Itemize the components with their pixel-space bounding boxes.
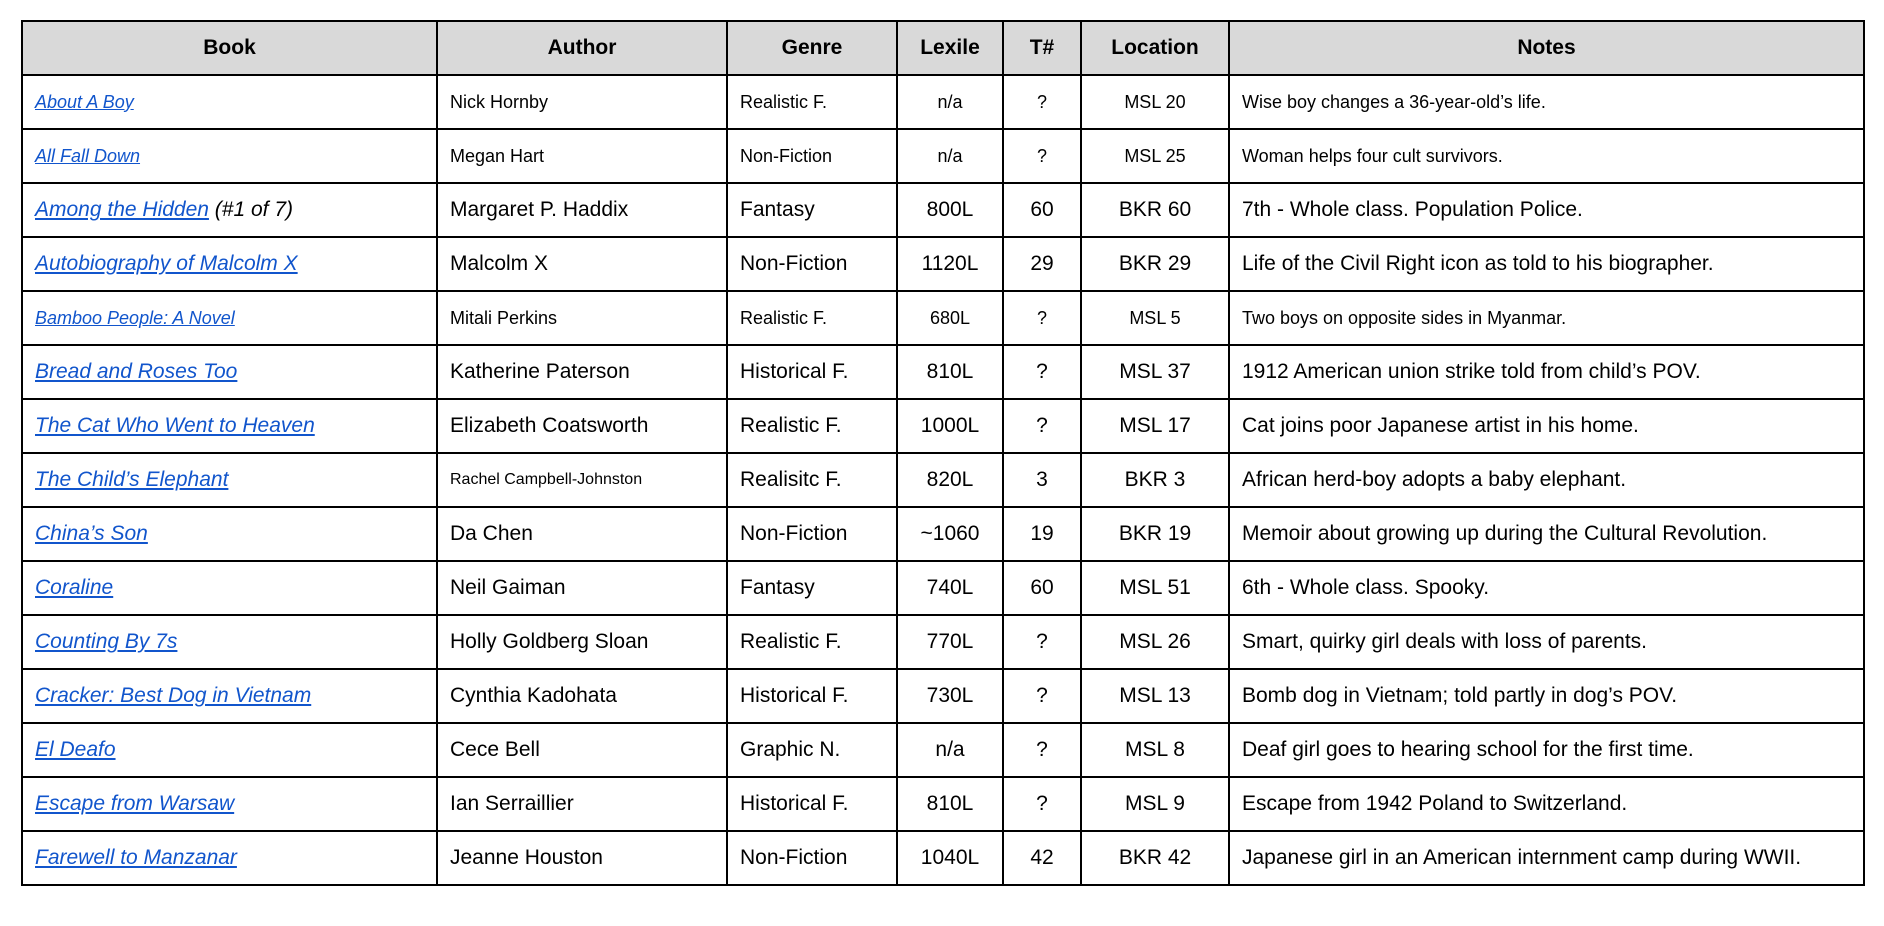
book-cell [22, 561, 437, 615]
lexile-cell: 800L [897, 183, 1003, 237]
book-cell [22, 345, 437, 399]
table-row [22, 291, 1864, 345]
location-cell: MSL 20 [1081, 75, 1229, 129]
genre-cell: Fantasy [727, 183, 897, 237]
tnum-cell: ? [1003, 669, 1081, 723]
author-cell: Elizabeth Coatsworth [437, 399, 727, 453]
col-header-location: Location [1081, 21, 1229, 75]
tnum-cell: ? [1003, 615, 1081, 669]
lexile-cell: 820L [897, 453, 1003, 507]
genre-cell: Graphic N. [727, 723, 897, 777]
genre-cell: Realisitc F. [727, 453, 897, 507]
genre-cell: Historical F. [727, 777, 897, 831]
lexile-cell: n/a [897, 75, 1003, 129]
book-title-link[interactable]: The Cat Who Went to Heaven [35, 414, 315, 437]
genre-cell: Historical F. [727, 669, 897, 723]
col-header-tnum: T# [1003, 21, 1081, 75]
author-cell: Megan Hart [437, 129, 727, 183]
notes-cell: 6th - Whole class. Spooky. [1229, 561, 1864, 615]
book-cell [22, 129, 437, 183]
table-row [22, 777, 1864, 831]
tnum-cell: ? [1003, 75, 1081, 129]
header-row [22, 21, 1864, 75]
author-cell: Katherine Paterson [437, 345, 727, 399]
tnum-cell: 42 [1003, 831, 1081, 885]
location-cell: BKR 60 [1081, 183, 1229, 237]
genre-cell: Realistic F. [727, 291, 897, 345]
location-cell: MSL 37 [1081, 345, 1229, 399]
book-table [21, 20, 1865, 886]
notes-cell: Escape from 1942 Poland to Switzerland. [1229, 777, 1864, 831]
tnum-cell: ? [1003, 291, 1081, 345]
table-row [22, 669, 1864, 723]
col-header-book: Book [22, 21, 437, 75]
book-title-link[interactable]: All Fall Down [35, 145, 141, 166]
location-cell: BKR 3 [1081, 453, 1229, 507]
book-title-link[interactable]: The Child’s Elephant [35, 468, 229, 491]
book-cell [22, 831, 437, 885]
book-title-link[interactable]: About A Boy [35, 91, 134, 112]
genre-cell: Non-Fiction [727, 129, 897, 183]
genre-cell: Realistic F. [727, 399, 897, 453]
author-cell: Malcolm X [437, 237, 727, 291]
genre-cell: Fantasy [727, 561, 897, 615]
genre-cell: Non-Fiction [727, 237, 897, 291]
tnum-cell: ? [1003, 777, 1081, 831]
author-cell: Neil Gaiman [437, 561, 727, 615]
lexile-cell: 770L [897, 615, 1003, 669]
tnum-cell: 3 [1003, 453, 1081, 507]
author-cell: Mitali Perkins [437, 291, 727, 345]
table-row [22, 615, 1864, 669]
col-header-notes: Notes [1229, 21, 1864, 75]
table-row [22, 453, 1864, 507]
book-cell [22, 399, 437, 453]
book-cell [22, 453, 437, 507]
table-row [22, 237, 1864, 291]
lexile-cell: 680L [897, 291, 1003, 345]
location-cell: MSL 8 [1081, 723, 1229, 777]
tnum-cell: 29 [1003, 237, 1081, 291]
location-cell: MSL 5 [1081, 291, 1229, 345]
series-note: (#1 of 7) [208, 198, 293, 221]
book-cell [22, 183, 437, 237]
notes-cell: 1912 American union strike told from child’s POV. [1229, 345, 1864, 399]
lexile-cell: 1040L [897, 831, 1003, 885]
notes-cell: Memoir about growing up during the Cultural Revolution. [1229, 507, 1864, 561]
lexile-cell: 1000L [897, 399, 1003, 453]
book-title-link[interactable]: El Deafo [35, 738, 116, 761]
book-title-link[interactable]: Among the Hidden [35, 198, 209, 221]
lexile-cell: 810L [897, 777, 1003, 831]
author-cell: Holly Goldberg Sloan [437, 615, 727, 669]
col-header-lexile: Lexile [897, 21, 1003, 75]
lexile-cell: ~1060 [897, 507, 1003, 561]
table-row [22, 399, 1864, 453]
genre-cell: Realistic F. [727, 75, 897, 129]
notes-cell: Wise boy changes a 36-year-old’s life. [1229, 75, 1864, 129]
table-row [22, 129, 1864, 183]
tnum-cell: ? [1003, 399, 1081, 453]
book-title-link[interactable]: Bread and Roses Too [35, 360, 238, 383]
author-cell: Rachel Campbell-Johnston [437, 453, 727, 507]
author-cell: Nick Hornby [437, 75, 727, 129]
tnum-cell: 60 [1003, 183, 1081, 237]
genre-cell: Non-Fiction [727, 507, 897, 561]
book-cell [22, 237, 437, 291]
book-title-link[interactable]: Bamboo People: A Novel [35, 307, 235, 328]
table-row [22, 183, 1864, 237]
notes-cell: Two boys on opposite sides in Myanmar. [1229, 291, 1864, 345]
lexile-cell: 730L [897, 669, 1003, 723]
col-header-genre: Genre [727, 21, 897, 75]
lexile-cell: n/a [897, 129, 1003, 183]
col-header-author: Author [437, 21, 727, 75]
book-cell [22, 723, 437, 777]
author-cell: Cece Bell [437, 723, 727, 777]
book-cell [22, 291, 437, 345]
location-cell: MSL 9 [1081, 777, 1229, 831]
lexile-cell: 1120L [897, 237, 1003, 291]
author-cell: Ian Serraillier [437, 777, 727, 831]
lexile-cell: n/a [897, 723, 1003, 777]
notes-cell: African herd-boy adopts a baby elephant. [1229, 453, 1864, 507]
tnum-cell: ? [1003, 723, 1081, 777]
location-cell: MSL 13 [1081, 669, 1229, 723]
author-cell: Cynthia Kadohata [437, 669, 727, 723]
notes-cell: Deaf girl goes to hearing school for the first time. [1229, 723, 1864, 777]
book-title-link[interactable]: Autobiography of Malcolm X [35, 252, 298, 275]
author-cell: Da Chen [437, 507, 727, 561]
location-cell: BKR 42 [1081, 831, 1229, 885]
tnum-cell: 60 [1003, 561, 1081, 615]
notes-cell: Cat joins poor Japanese artist in his home. [1229, 399, 1864, 453]
book-cell [22, 75, 437, 129]
notes-cell: Smart, quirky girl deals with loss of parents. [1229, 615, 1864, 669]
lexile-cell: 810L [897, 345, 1003, 399]
genre-cell: Non-Fiction [727, 831, 897, 885]
table-row [22, 75, 1864, 129]
book-rows [22, 75, 1864, 885]
book-cell [22, 615, 437, 669]
author-cell: Jeanne Houston [437, 831, 727, 885]
tnum-cell: ? [1003, 345, 1081, 399]
book-title-link[interactable]: Farewell to Manzanar [35, 846, 237, 869]
book-list-sheet [21, 20, 1863, 886]
location-cell: MSL 17 [1081, 399, 1229, 453]
notes-cell: Life of the Civil Right icon as told to his biographer. [1229, 237, 1864, 291]
location-cell: MSL 26 [1081, 615, 1229, 669]
notes-cell: Bomb dog in Vietnam; told partly in dog’s POV. [1229, 669, 1864, 723]
table-row [22, 723, 1864, 777]
tnum-cell: 19 [1003, 507, 1081, 561]
genre-cell: Realistic F. [727, 615, 897, 669]
book-cell [22, 507, 437, 561]
notes-cell: Woman helps four cult survivors. [1229, 129, 1864, 183]
tnum-cell: ? [1003, 129, 1081, 183]
book-cell [22, 777, 437, 831]
notes-cell: 7th - Whole class. Population Police. [1229, 183, 1864, 237]
book-title-link[interactable]: Coraline [35, 576, 114, 599]
location-cell: BKR 19 [1081, 507, 1229, 561]
table-row [22, 831, 1864, 885]
location-cell: MSL 51 [1081, 561, 1229, 615]
book-title-link[interactable]: Counting By 7s [35, 630, 178, 653]
notes-cell: Japanese girl in an American internment camp during WWII. [1229, 831, 1864, 885]
table-row [22, 345, 1864, 399]
book-title-link[interactable]: Escape from Warsaw [35, 792, 235, 815]
book-cell [22, 669, 437, 723]
table-row [22, 561, 1864, 615]
book-title-link[interactable]: Cracker: Best Dog in Vietnam [35, 684, 312, 707]
table-row [22, 507, 1864, 561]
location-cell: BKR 29 [1081, 237, 1229, 291]
genre-cell: Historical F. [727, 345, 897, 399]
author-cell: Margaret P. Haddix [437, 183, 727, 237]
location-cell: MSL 25 [1081, 129, 1229, 183]
lexile-cell: 740L [897, 561, 1003, 615]
book-title-link[interactable]: China’s Son [35, 522, 148, 545]
